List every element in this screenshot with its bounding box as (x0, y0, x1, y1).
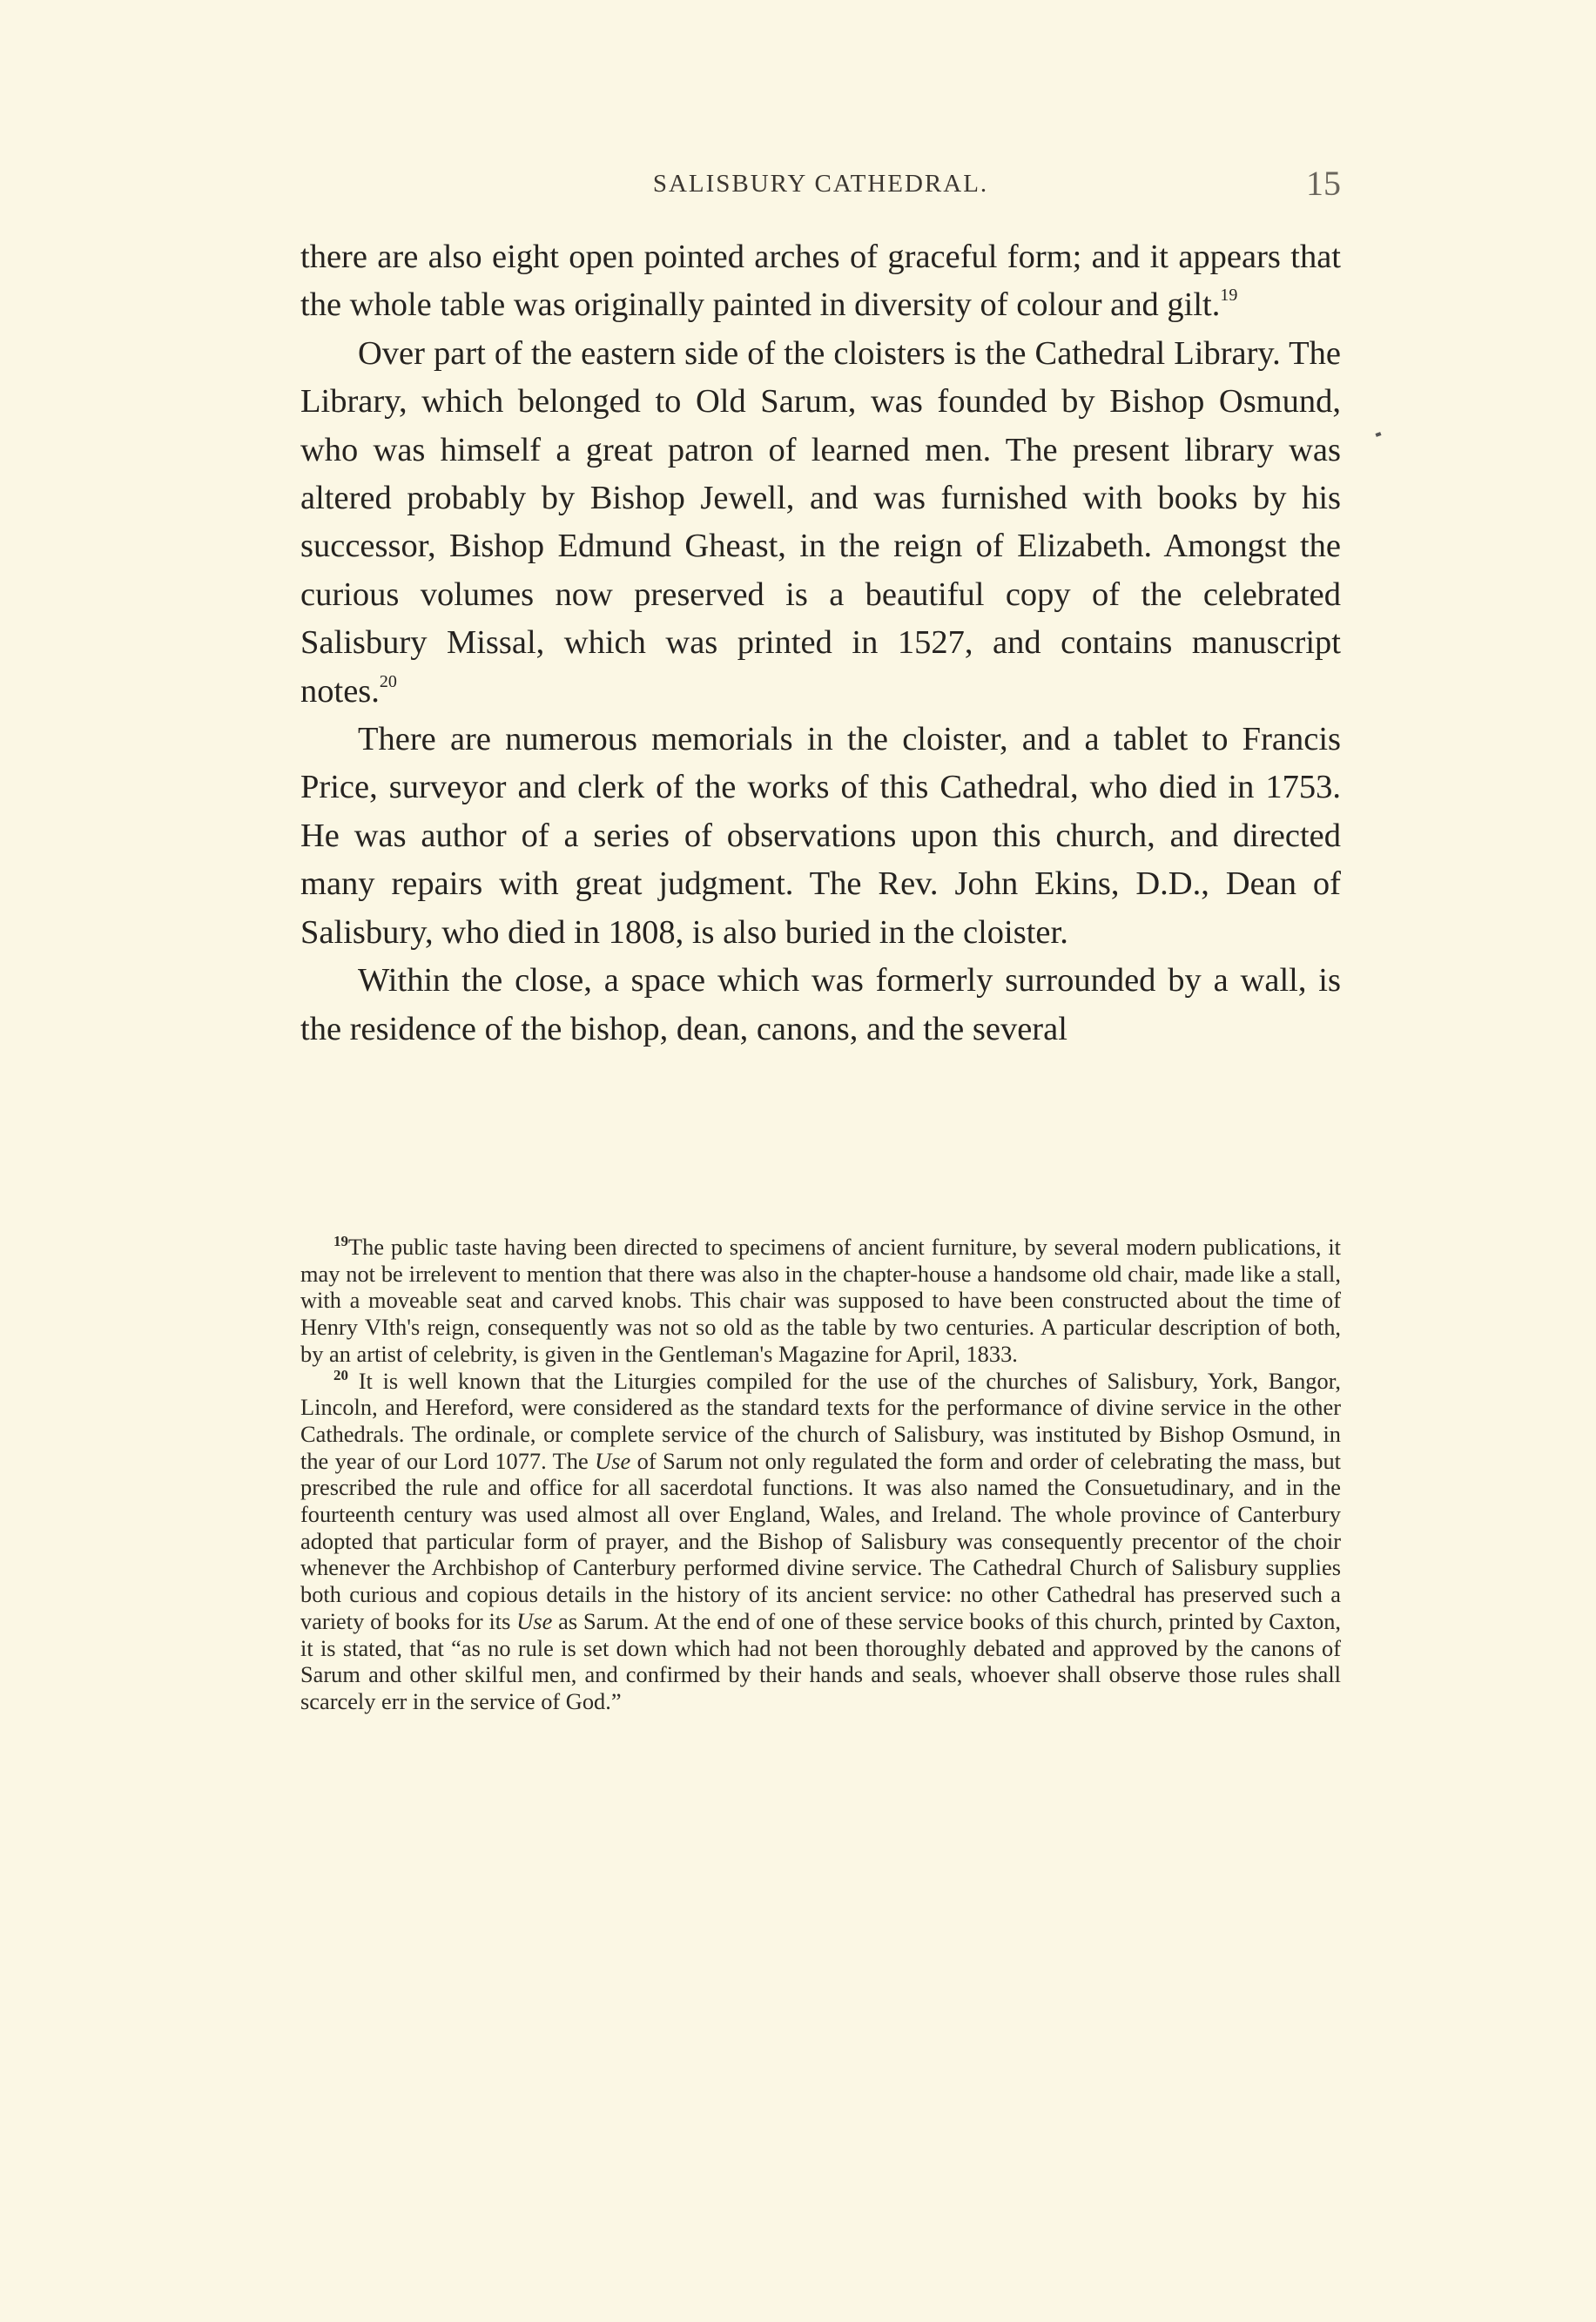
footnote-20-text-2: of Sarum not only regulated the form and order of celebrating the mass, but prescribed the rule and office for all sacerdotal functions. It was also named the Consuetudinary, and in the fourteenth century was used almost all over England, Wales, and Ireland. The whole province of Canterbury adopted that particular form of prayer, and the Bishop of Salisbury was consequently precentor of the choir whenever the Archbishop of Canterbury performed divine service. The Cathedral Church of Salisbury supplies both curious and copious details in the history of its ancient service: no other Cathedral has preserved such a variety of books for its (300, 1447, 1341, 1634)
footnote-ref-20: 20 (379, 671, 397, 691)
paragraph-2 (300, 330, 1341, 716)
footnote-20-italic-use-2: Use (516, 1607, 553, 1634)
paragraph-4-text: Within the close, a space which was formerly surrounded by a wall, is the residence of the bishop, dean, canons, and the several (300, 962, 1341, 1047)
footnotes (300, 1234, 1341, 1715)
margin-mark (1375, 432, 1381, 437)
footnote-20 (300, 1368, 1341, 1715)
footnote-ref-19: 19 (1220, 286, 1238, 306)
footnote-20-mark: 20 (333, 1366, 348, 1383)
main-text (300, 233, 1341, 1053)
footnote-19-text: The public taste having been directed to specimens of ancient furniture, by several modern publications, it may not be irrelevent to mention that there was also in the chapter-house a handsome old chair, made like a stall, with a moveable seat and carved knobs. This chair was supposed to have been constructed about the time of Henry VIth's reign, consequently was not so old as the table by two centuries. A particular description of both, by an artist of celebrity, is given in the Gentleman's Magazine for April, 1833. (300, 1234, 1341, 1367)
paragraph-3 (300, 716, 1341, 957)
paragraph-1-text: there are also eight open pointed arches of graceful form; and it appears that the whole table was originally painted in diversity of colour and gilt. (300, 239, 1341, 324)
footnote-20-text-1: It is well known that the Liturgies compiled for the use of the churches of Salisbury, York, Bangor, Lincoln, and Hereford, were considered as the standard texts for the performance of divine service in the other Cathedrals. The ordinale, or complete service of the church of Salisbury, was instituted by Bishop Osmund, in the year of our Lord 1077. The (300, 1367, 1341, 1474)
footnote-19 (300, 1234, 1341, 1368)
paragraph-4 (300, 957, 1341, 1053)
footnote-20-italic-use-1: Use (595, 1447, 631, 1474)
running-title: SALISBURY CATHEDRAL. (652, 170, 989, 198)
paragraph-2-text: Over part of the eastern side of the cloisters is the Cathedral Library. The Library, which belonged to Old Sarum, was founded by Bishop Osmund, who was himself a great patron of learned men. The present library was altered probably by Bishop Jewell, and was furnished with books by his successor, Bishop Edmund Gheast, in the reign of Elizabeth. Amongst the curious volumes now preserved is a beautiful copy of the celebrated Salisbury Missal, which was printed in 1527, and contains manuscript notes. (300, 334, 1341, 710)
page-number: 15 (1306, 164, 1341, 203)
paragraph-3-text: There are numerous memorials in the cloister, and a tablet to Francis Price, surveyor and clerk of the works of this Cathedral, who died in 1753. He was author of a series of observations upon this church, and directed many repairs with great judgment. The Rev. John Ekins, D.D., Dean of Salisbury, who died in 1808, is also buried in the cloister. (300, 721, 1341, 951)
paragraph-1 (300, 233, 1341, 330)
footnote-19-mark: 19 (333, 1233, 348, 1249)
footnote-20-text-3: as Sarum. At the end of one of these service books of this church, printed by Caxton, it is stated, that “as no rule is set down which had not been thoroughly debated and approved by the canons of Sarum and other skilful men, and confirmed by their hands and seals, whoever shall observe those rules shall scarcely err in the service of God.” (300, 1607, 1342, 1714)
running-head (300, 164, 1341, 205)
